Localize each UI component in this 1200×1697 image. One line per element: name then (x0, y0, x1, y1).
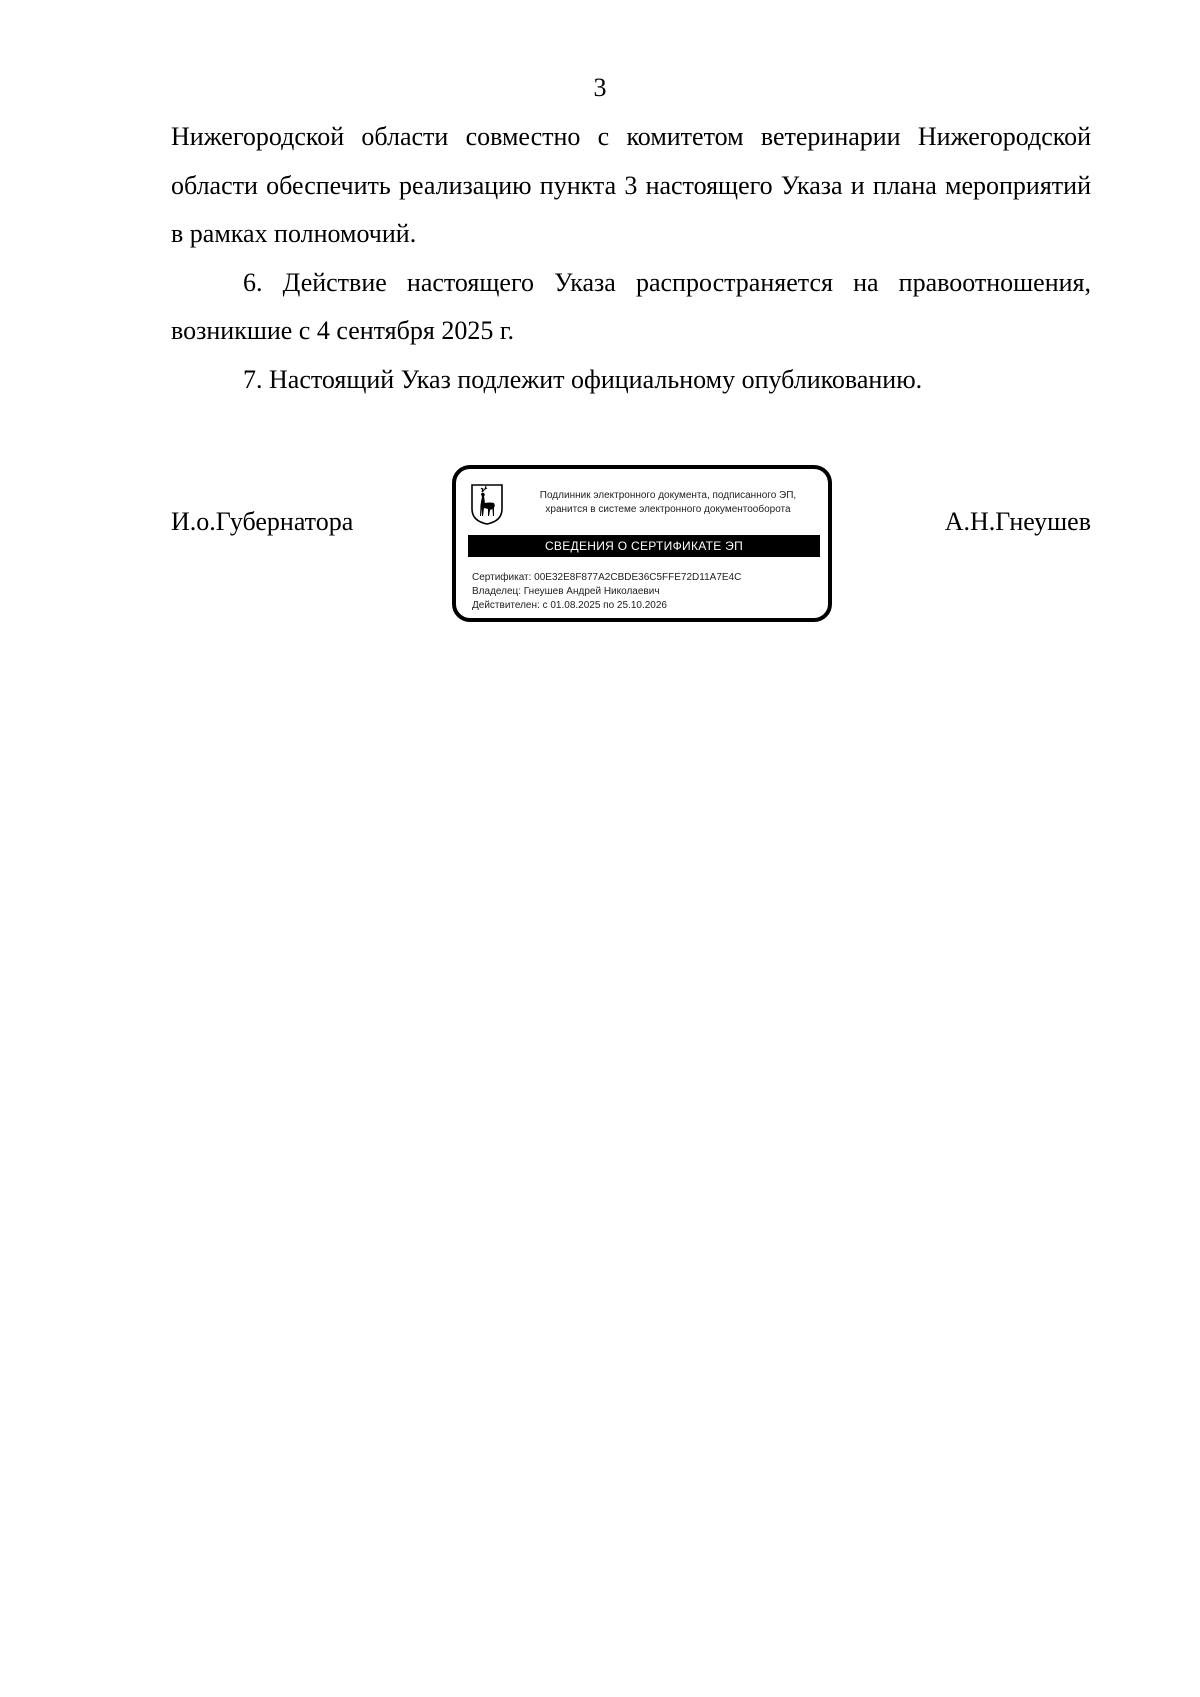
certificate-validity: Действителен: с 01.08.2025 по 25.10.2026 (472, 600, 667, 611)
paragraph-7: 7. Настоящий Указ подлежит официальному опубликованию. (243, 364, 923, 394)
certificate-number: Сертификат: 00E32E8F877A2CBDE36C5FFE72D11A7E4C (472, 572, 742, 583)
deer-coat-of-arms-icon (470, 483, 504, 525)
stamp-header-line-2: хранится в системе электронного документооборота (545, 504, 791, 515)
paragraph-6: 6. Действие настоящего Указа распространяется на правоотношения, возникшие с 4 сентября 2025 г. (171, 267, 1091, 345)
signatory-name: А.Н.Гнеушев (944, 507, 1091, 536)
page-number: 3 (593, 73, 607, 102)
stamp-header-line-1: Подлинник электронного документа, подписанного ЭП, (539, 490, 797, 501)
stamp-details (472, 571, 741, 613)
document-body (171, 113, 1091, 404)
electronic-signature-stamp (452, 465, 832, 622)
stamp-certificate-title: СВЕДЕНИЯ О СЕРТИФИКАТЕ ЭП (468, 535, 820, 557)
certificate-owner: Владелец: Гнеушев Андрей Николаевич (472, 586, 660, 597)
stamp-header (516, 489, 820, 517)
signatory-position: И.о.Губернатора (171, 507, 354, 536)
paragraph-continuation: Нижегородской области совместно с комитетом ветеринарии Нижегородской области обеспечить реализацию пункта 3 настоящего Указа и плана мероприятий в рамках полномочий. (171, 122, 1091, 248)
